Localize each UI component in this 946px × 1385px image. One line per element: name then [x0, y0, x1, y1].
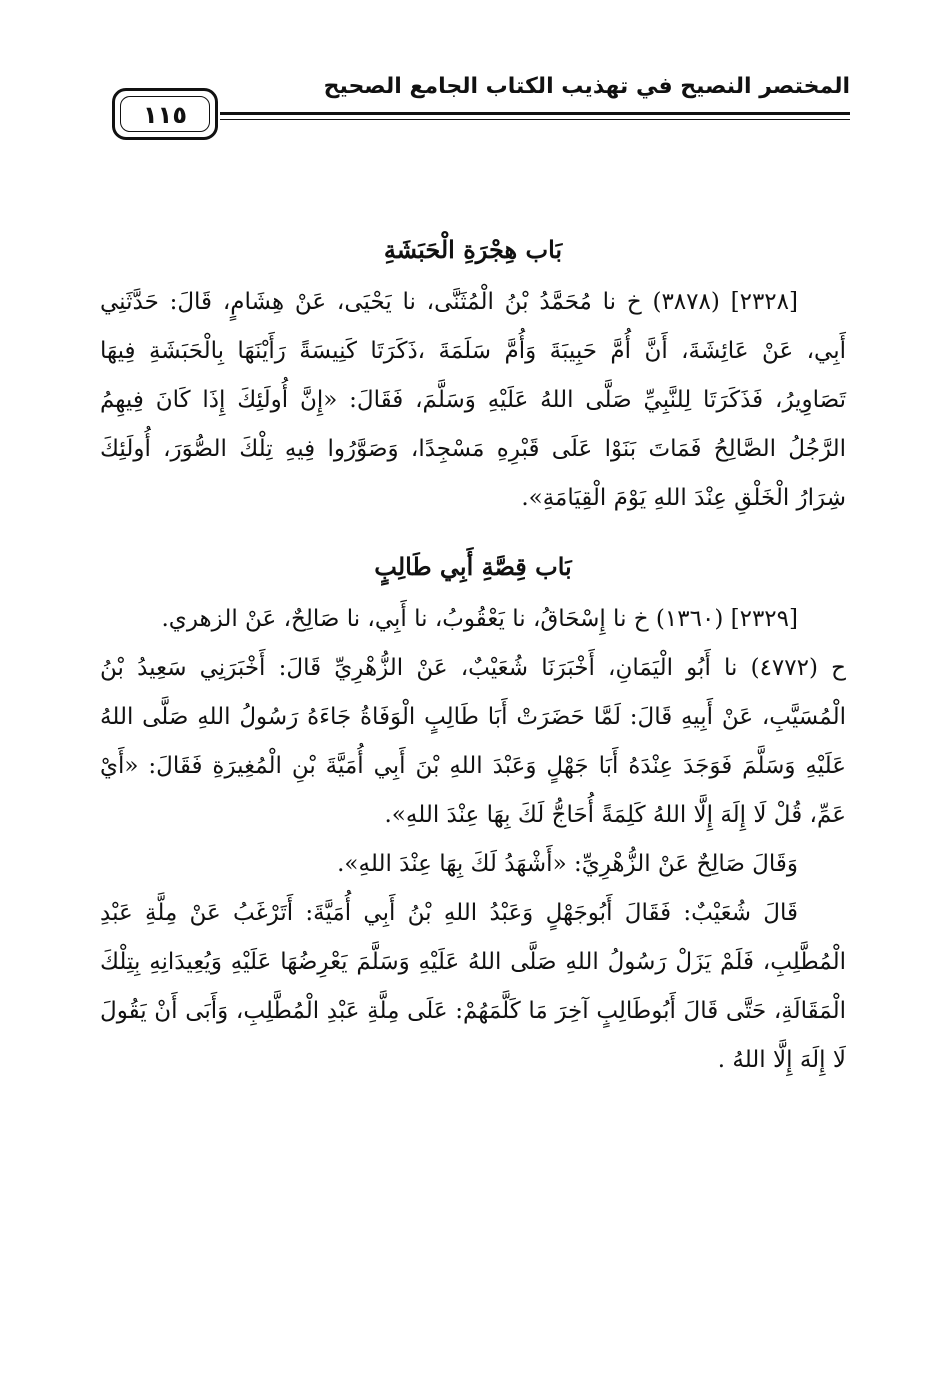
hadith-paragraph-shuayb: قَالَ شُعَيْبٌ: فَقَالَ أَبُوجَهْلٍ وَعَبْدُ اللهِ بْنُ أَبِي أُمَيَّةَ: أَتَرْغَبُ عَنْ مِلَّةِ عَبْدِ الْمُطَّلِبِ، فَلَمْ يَزَلْ رَسُولُ اللهِ صَلَّى اللهُ عَلَيْهِ وَسَلَّمَ يَعْرِضُهَا عَلَيْهِ وَيُعِيدَانِهِ بِتِلْكَ الْمَقَالَةِ، حَتَّى قَالَ أَبُوطَالِبٍ آخِرَ مَا كَلَّمَهُمْ: عَلَى مِلَّةِ عَبْدِ الْمُطَّلِبِ، وَأَبَى أَنْ يَقُولَ لَا إِلَهَ إِلَّا اللهُ .	[100, 900, 846, 1073]
book-title: المختصر النصيح في تهذيب الكتاب الجامع الصحيح	[323, 74, 850, 99]
section-heading-abu-talib: بَاب قِصَّةِ أَبِي طَالِبٍ	[374, 552, 572, 581]
page-number: ١١٥	[143, 101, 187, 129]
header-rule-thin	[220, 119, 850, 120]
page-number-frame	[112, 88, 218, 140]
hadith-paragraph-salih: وَقَالَ صَالِحٌ عَنْ الزُّهْرِيِّ: «أَشْهَدُ لَكَ بِهَا عِنْدَ اللهِ».	[337, 851, 798, 877]
hadith-paragraph-4772: ح (٤٧٧٢) نا أَبُو الْيَمَانِ، أَخْبَرَنَا شُعَيْبٌ، عَنْ الزُّهْرِيِّ قَالَ: أَخْبَرَنِي سَعِيدُ بْنُ الْمُسَيَّبِ، عَنْ أَبِيهِ قَالَ: لَمَّا حَضَرَتْ أَبَا طَالِبٍ الْوَفَاةُ جَاءَهُ رَسُولُ اللهِ صَلَّى اللهُ عَلَيْهِ وَسَلَّمَ فَوَجَدَ عِنْدَهُ أَبَا جَهْلٍ وَعَبْدَ اللهِ بْنَ أَبِي أُمَيَّةَ بْنِ الْمُغِيرَةِ فَقَالَ: «أَيْ عَمِّ، قُلْ لَا إِلَهَ إِلَّا اللهُ كَلِمَةً أُحَاجُّ لَكَ بِهَا عِنْدَ اللهِ».	[100, 655, 846, 828]
hadith-paragraph-2328: [٢٣٢٨] (٣٨٧٨) خ نا مُحَمَّدُ بْنُ الْمُثَنَّى، نا يَحْيَى، عَنْ هِشَامٍ، قَالَ: حَدَّثَنِي أَبِي، عَنْ عَائِشَةَ، أَنَّ أُمَّ حَبِيبَةَ وَأُمَّ سَلَمَةَ ،ذَكَرَتَا كَنِيسَةً رَأَيْنَهَا بِالْحَبَشَةِ فِيهَا تَصَاوِيرُ، فَذَكَرَتَا لِلنَّبِيِّ صَلَّى اللهُ عَلَيْهِ وَسَلَّمَ، فَقَالَ: «إِنَّ أُولَئِكَ إِذَا كَانَ فِيهِمُ الرَّجُلُ الصَّالِحُ فَمَاتَ بَنَوْا عَلَى قَبْرِهِ مَسْجِدًا، وَصَوَّرُوا فِيهِ تِلْكَ الصُّوَرَ، أُولَئِكَ شِرَارُ الْخَلْقِ عِنْدَ اللهِ يَوْمَ الْقِيَامَةِ».	[100, 289, 846, 511]
page-header	[112, 66, 850, 156]
hadith-paragraph-2329: [٢٣٢٩] (١٣٦٠) خ نا إِسْحَاقُ، نا يَعْقُوبُ، نا أَبِي، نا صَالِحٌ، عَنْ الزهري.	[161, 606, 798, 632]
header-rule-thick	[220, 112, 850, 115]
section-heading-habasha: بَاب هِجْرَةِ الْحَبَشَةِ	[383, 235, 563, 264]
page-body	[100, 222, 846, 1085]
